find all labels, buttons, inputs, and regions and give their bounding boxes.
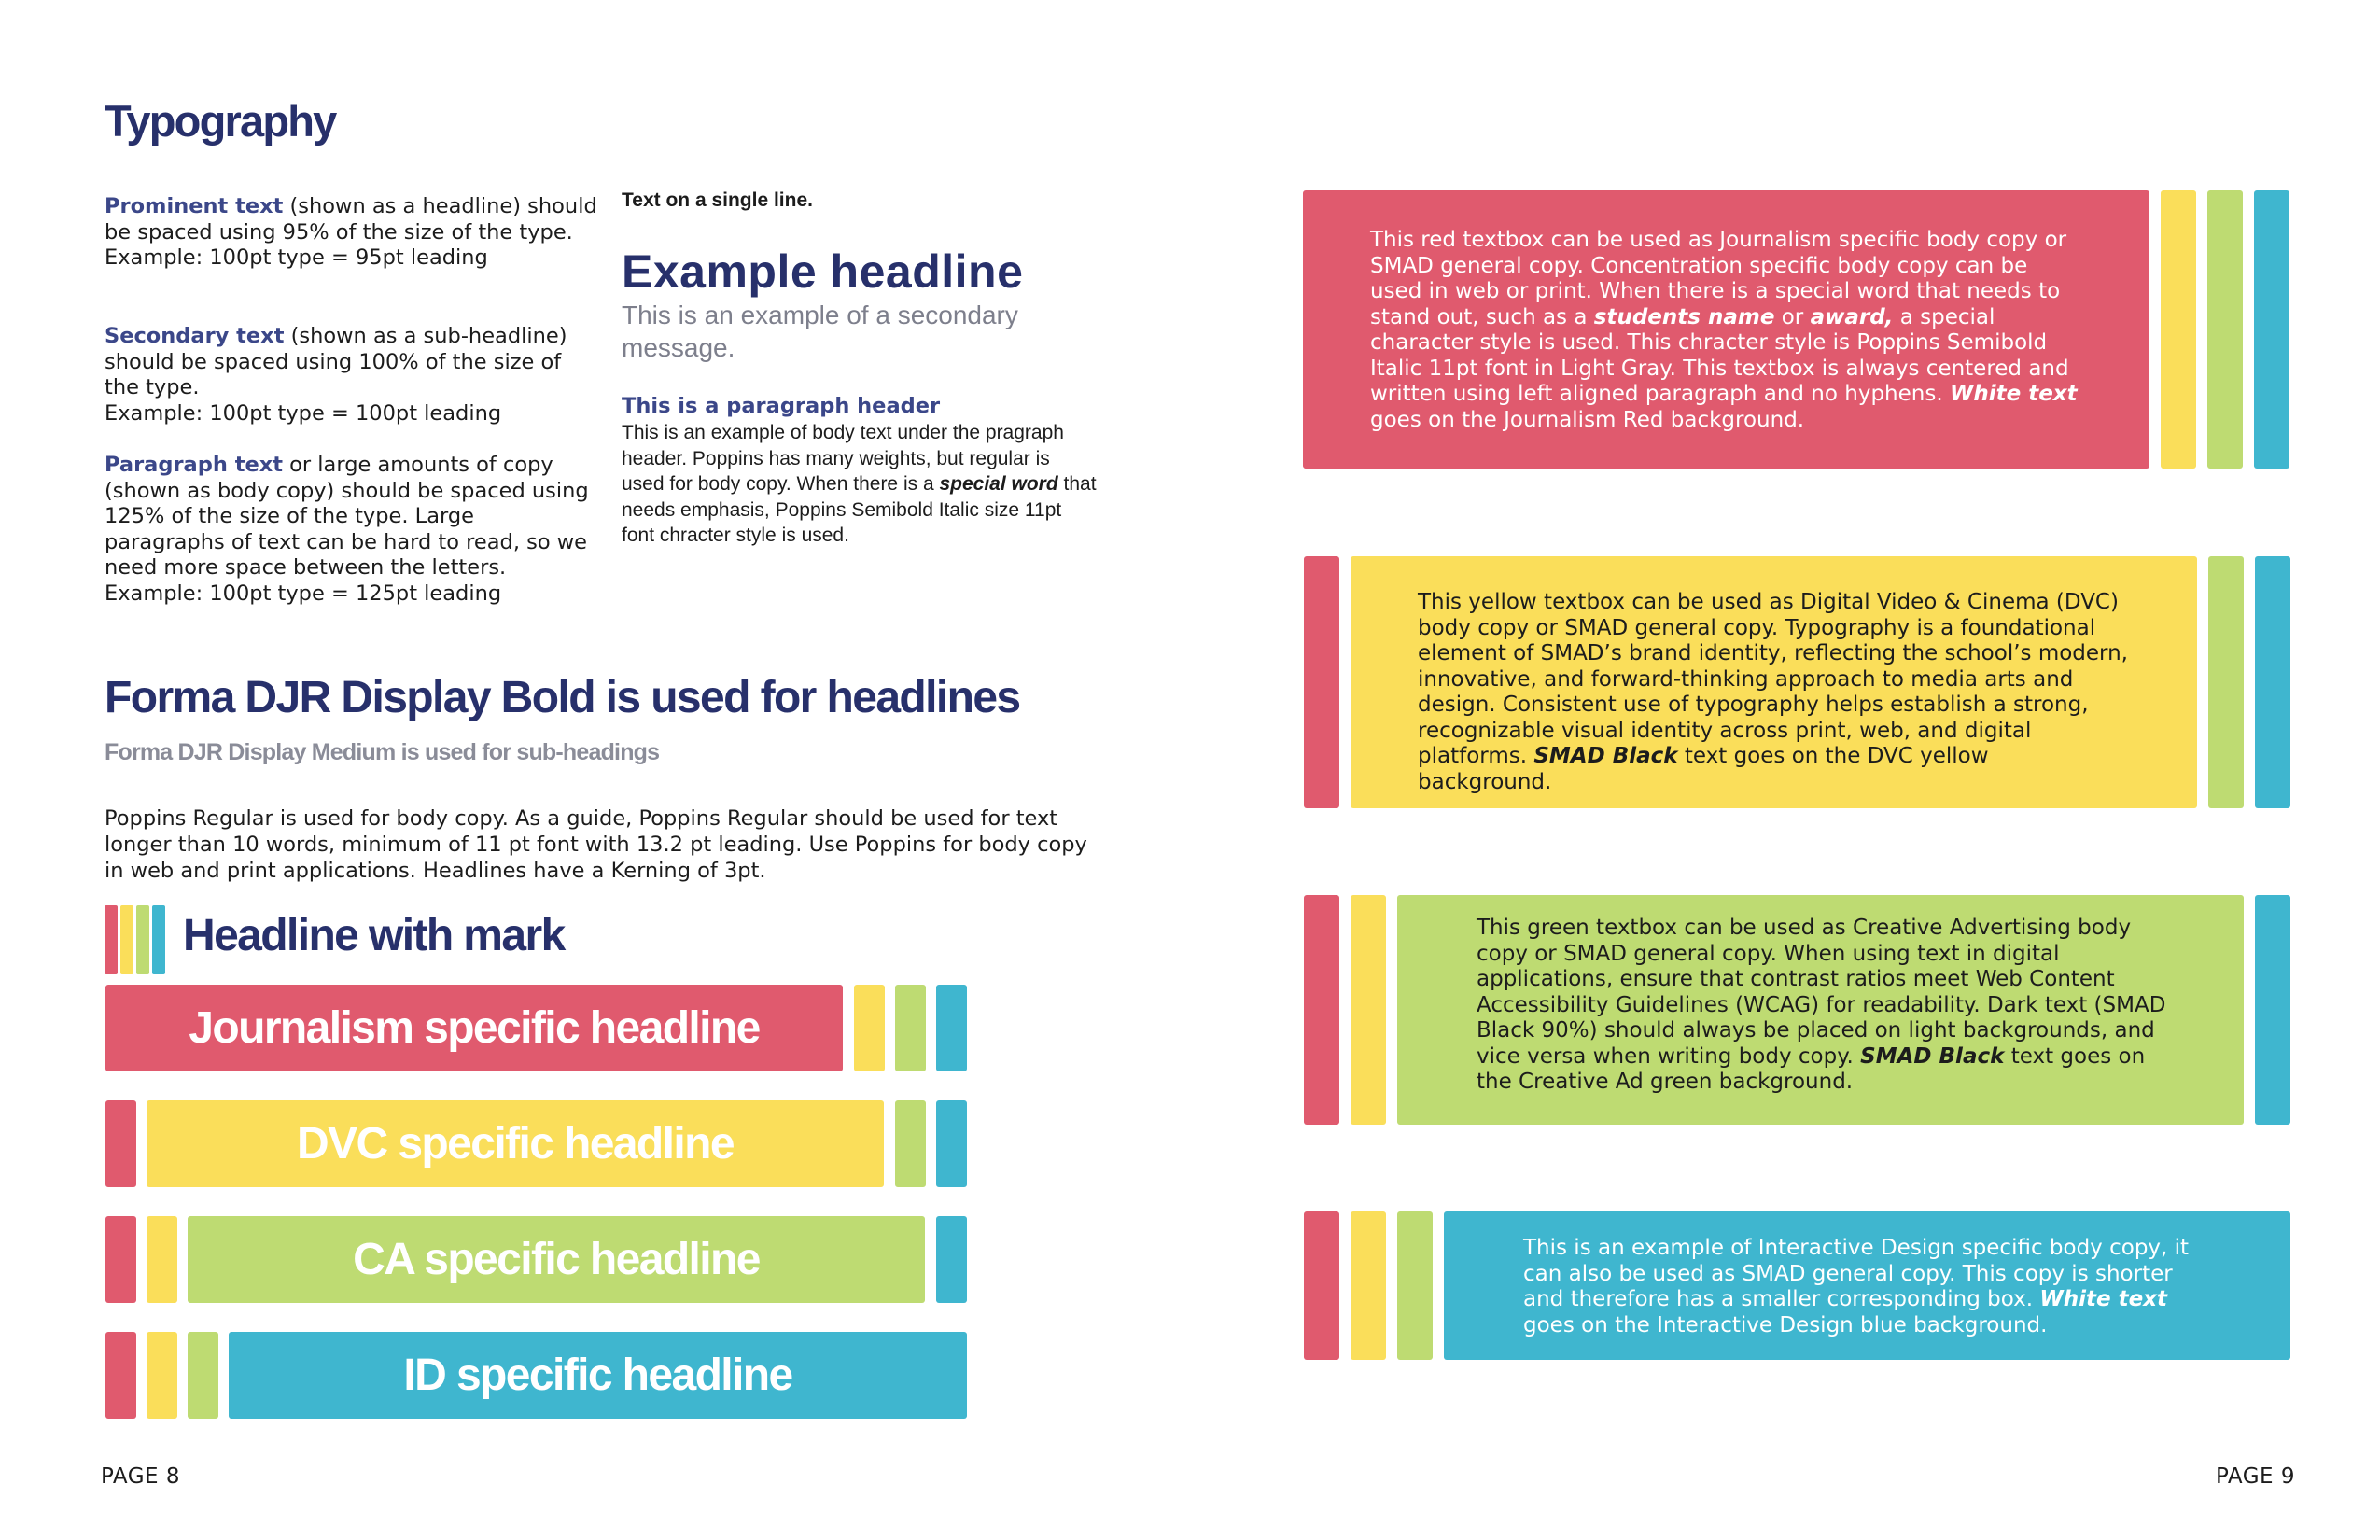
stripe-blue bbox=[936, 1100, 967, 1187]
stripe-yellow bbox=[2161, 190, 2196, 469]
rule-example: Example: 100pt type = 95pt leading bbox=[105, 245, 488, 270]
body-text: This is an example of body text under the pragraph header. Poppins has many weights, but regular is used for body copy. When there is a bbox=[622, 422, 1064, 495]
stripe-red bbox=[105, 1332, 136, 1419]
mark-stripe-green bbox=[136, 905, 149, 974]
stripe-green bbox=[895, 985, 926, 1071]
poppins-paragraph: Poppins Regular is used for body copy. As a guide, Poppins Regular should be used for text longer than 10 words, minimum of 11 pt font with 13.2 pt leading. Use Poppins for body copy in web and print applications. Headlines have a Kerning of 3pt. bbox=[105, 806, 1087, 883]
headline-bar-text: ID specific headline bbox=[403, 1351, 792, 1400]
sample-headline: Example headline bbox=[622, 245, 1024, 298]
stripe-yellow bbox=[147, 1332, 177, 1419]
box-text: or bbox=[1774, 304, 1811, 329]
stripe-red bbox=[1304, 895, 1339, 1125]
stripe-red bbox=[105, 1216, 136, 1303]
brand-mark bbox=[105, 905, 168, 974]
rule-text: (shown as a headline) should be spaced using 95% of the size of the type. bbox=[105, 194, 597, 245]
box-text: This is an example of Interactive Design specific body copy, it can also be used as SMAD general copy. This copy is shorter and therefore has a smaller corresponding box. bbox=[1523, 1236, 2190, 1311]
stripe-yellow bbox=[1351, 895, 1386, 1125]
journalism-headline-bar bbox=[105, 985, 843, 1071]
rule-text: or large amounts of copy (shown as body copy) should be spaced using 125% of the size of the type. Large paragraphs of text can be hard to read, so we need more space between the letters. bbox=[105, 453, 589, 580]
special-word: White text bbox=[1949, 382, 2078, 406]
mark-headline: Headline with mark bbox=[183, 911, 565, 960]
ca-headline-bar bbox=[188, 1216, 925, 1303]
special-word: SMAD Black bbox=[1860, 1043, 2005, 1069]
stripe-green bbox=[895, 1100, 926, 1187]
stripe-blue bbox=[2255, 556, 2290, 808]
box-text: text goes on the DVC yellow background. bbox=[1418, 744, 1989, 794]
mark-stripe-red bbox=[105, 905, 118, 974]
green-textbox bbox=[1397, 895, 2244, 1125]
stripe-green bbox=[188, 1332, 218, 1419]
sample-single-line: Text on a single line. bbox=[622, 189, 813, 211]
forma-subheading: Forma DJR Display Medium is used for sub-headings bbox=[105, 739, 660, 765]
stripe-blue bbox=[2254, 190, 2289, 469]
special-word: students name bbox=[1593, 304, 1775, 329]
box-text: goes on the Interactive Design blue background. bbox=[1523, 1312, 2048, 1337]
sample-secondary: This is an example of a secondary message. bbox=[622, 301, 1018, 362]
rule-text: (shown as a sub-headline) should be spaced using 100% of the size of the type. bbox=[105, 324, 567, 399]
sample-paragraph-body bbox=[622, 420, 1098, 549]
yellow-textbox bbox=[1351, 556, 2197, 808]
stripe-yellow bbox=[147, 1216, 177, 1303]
page-title: Typography bbox=[105, 96, 336, 146]
box-text: a special character style is used. This chracter style is Poppins Semibold Italic 11pt font in Light Gray. This textbox is always centered and written using left aligned paragraph and no hyphens. bbox=[1370, 304, 2069, 406]
headline-bar-text: CA specific headline bbox=[353, 1235, 760, 1284]
rule-example: Example: 100pt type = 100pt leading bbox=[105, 400, 502, 426]
body-text: that needs emphasis, Poppins Semibold Italic size 11pt font chracter style is used. bbox=[622, 473, 1097, 546]
red-textbox bbox=[1303, 190, 2149, 469]
stripe-blue bbox=[936, 1216, 967, 1303]
rule-term: Secondary text bbox=[105, 324, 285, 348]
box-text: This yellow textbox can be used as Digital Video & Cinema (DVC) body copy or SMAD general copy. Typography is a foundational element of SMAD’s brand identity, reflecting the school’s modern, innovative, and forward-thinking approach to media arts and design. Consistent use of typography helps establish a strong, recognizable visual identity across print, web, and digital platforms. bbox=[1418, 590, 2128, 768]
rule-term: Prominent text bbox=[105, 194, 284, 218]
stripe-red bbox=[1304, 1211, 1339, 1360]
sample-paragraph-header: This is a paragraph header bbox=[622, 394, 941, 418]
stripe-red bbox=[1304, 556, 1339, 808]
stripe-green bbox=[1397, 1211, 1433, 1360]
stripe-green bbox=[2208, 556, 2244, 808]
special-word: special word bbox=[939, 473, 1058, 495]
headline-bar-text: Journalism specific headline bbox=[189, 1003, 760, 1053]
page-number-right: PAGE 9 bbox=[2216, 1464, 2296, 1489]
stripe-yellow bbox=[854, 985, 885, 1071]
stripe-red bbox=[105, 1100, 136, 1187]
stripe-green bbox=[2207, 190, 2243, 469]
headline-bar-text: DVC specific headline bbox=[297, 1119, 734, 1169]
special-word: award, bbox=[1810, 304, 1894, 329]
stripe-blue bbox=[2255, 895, 2290, 1125]
special-word: White text bbox=[2039, 1287, 2167, 1311]
forma-headline: Forma DJR Display Bold is used for headlines bbox=[105, 673, 1020, 722]
mark-stripe-yellow bbox=[120, 905, 133, 974]
special-word: SMAD Black bbox=[1533, 744, 1678, 768]
dvc-headline-bar bbox=[147, 1100, 884, 1187]
stripe-blue bbox=[936, 985, 967, 1071]
box-text: text goes on the Creative Ad green background. bbox=[1477, 1043, 2146, 1094]
id-headline-bar bbox=[229, 1332, 967, 1419]
box-text: This red textbox can be used as Journalism specific body copy or SMAD general copy. Concentration specific body copy can be used in web or print. When there is a special word that needs to stand out, such as a bbox=[1370, 228, 2067, 329]
box-text: goes on the Journalism Red background. bbox=[1370, 407, 1805, 432]
mark-stripe-blue bbox=[152, 905, 165, 974]
blue-textbox bbox=[1444, 1211, 2290, 1360]
page-number-left: PAGE 8 bbox=[101, 1464, 181, 1489]
rule-paragraph bbox=[105, 453, 599, 607]
rule-prominent bbox=[105, 194, 599, 272]
rule-term: Paragraph text bbox=[105, 453, 283, 477]
stripe-yellow bbox=[1351, 1211, 1386, 1360]
box-text: This green textbox can be used as Creative Advertising body copy or SMAD general copy. When using text in digital applications, ensure that contrast ratios meet Web Content Accessibility Guidelines (WCAG) for readability. Dark text (SMAD Black 90%) should always be placed on light backgrounds, and vice versa when writing body copy. bbox=[1477, 916, 2166, 1069]
rule-secondary bbox=[105, 324, 599, 427]
rule-example: Example: 100pt type = 125pt leading bbox=[105, 581, 502, 606]
